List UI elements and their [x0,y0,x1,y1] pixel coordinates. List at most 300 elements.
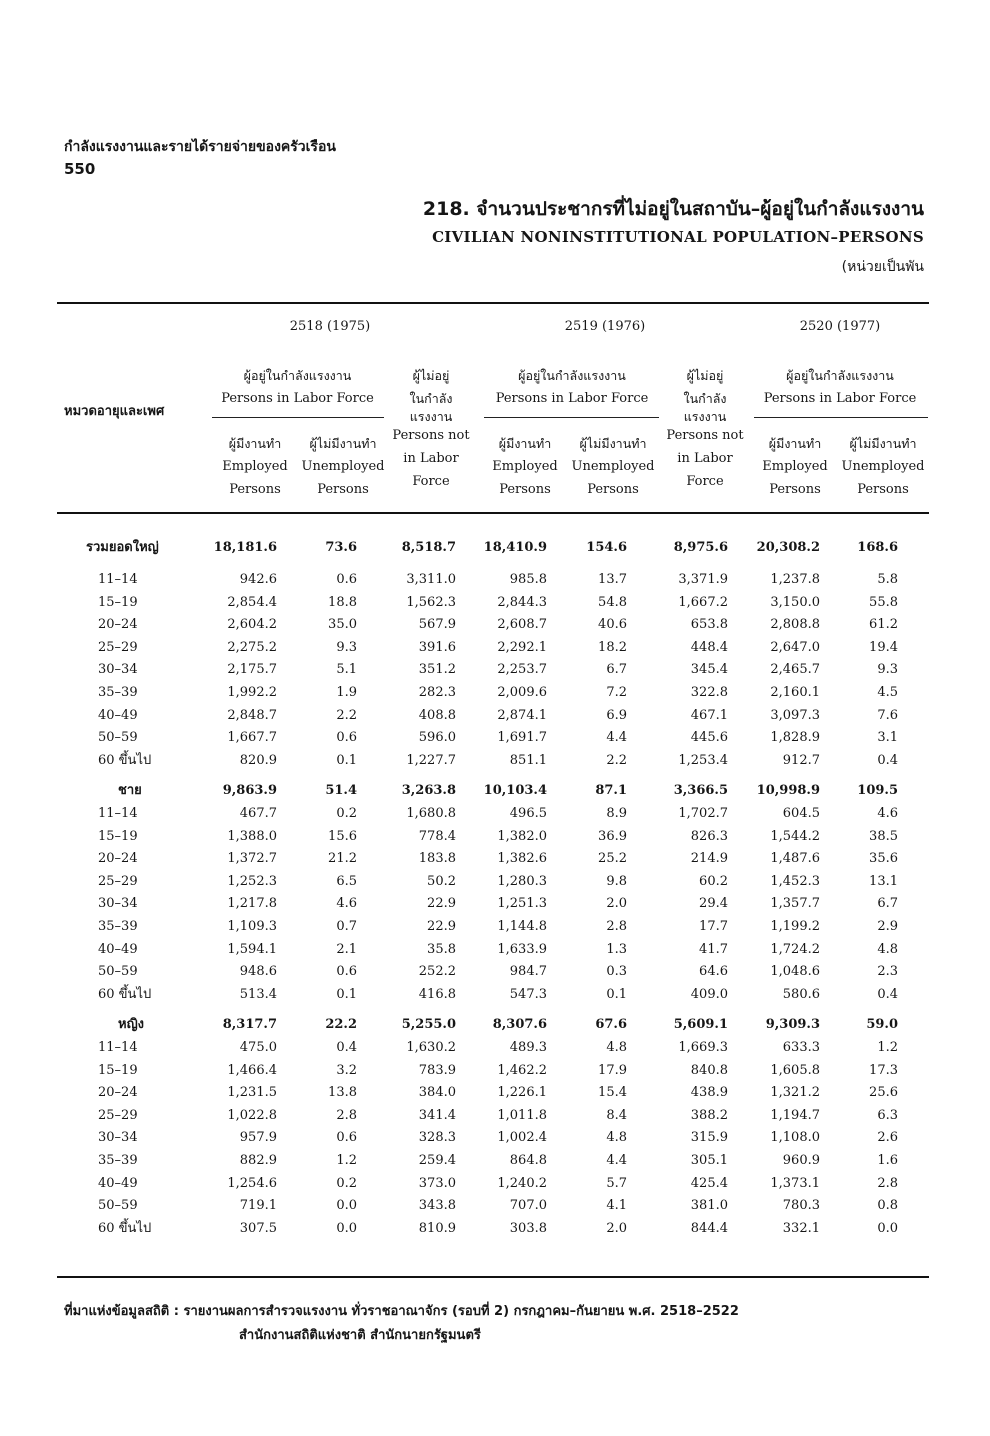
cell-not-in-lf-1975: 351.2 [418,662,456,678]
row-label: 25–29 [98,639,138,655]
cell-unemployed-1977: 0.4 [877,752,898,768]
cell-unemployed-1975: 0.6 [336,964,357,980]
cell-not-in-lf-1975: 343.8 [418,1198,456,1214]
cell-employed-1975: 2,854.4 [227,594,277,610]
table-row [0,915,990,939]
row-label: 11–14 [98,806,138,821]
cell-employed-1975: 2,604.2 [227,617,277,633]
table-row [0,1126,990,1150]
cell-employed-1976: 984.7 [509,964,547,980]
row-label: 25–29 [98,1107,138,1123]
cell-unemployed-1977: 2.6 [877,1130,898,1146]
unemployed-english-2: Persons [317,482,369,497]
cell-unemployed-1976: 25.2 [598,851,627,867]
cell-not-in-lf-1976: 3,371.9 [678,572,728,587]
cell-unemployed-1975: 9.3 [336,639,357,655]
table-row [0,1149,990,1173]
cell-unemployed-1977: 38.5 [869,828,898,844]
cell-employed-1975: 957.9 [239,1130,277,1146]
cell-unemployed-1977: 2.3 [877,964,898,980]
cell-not-in-lf-1975: 328.3 [418,1130,456,1146]
cell-not-in-lf-1976: 305.1 [690,1153,728,1168]
cell-employed-1976: 2,253.7 [497,662,547,678]
cell-employed-1977: 604.5 [782,806,820,821]
cell-employed-1975: 1,388.0 [227,828,277,844]
cell-employed-1975: 948.6 [239,964,277,980]
cell-unemployed-1976: 2.0 [606,1220,627,1236]
cell-unemployed-1976: 4.4 [606,730,627,746]
unemployed-thai: ผู้ไม่มีงานทำ [309,436,377,451]
cell-unemployed-1976: 15.4 [598,1085,627,1101]
employed-thai: ผู้มีงานทำ [228,436,282,451]
row-label: หญิง [118,1017,144,1033]
cell-unemployed-1975: 51.4 [325,783,357,799]
cell-unemployed-1975: 2.8 [336,1107,357,1123]
cell-employed-1977: 9,309.3 [765,1017,820,1033]
in-lf-thai: ผู้อยู่ในกำลังแรงงาน [243,368,352,383]
cell-employed-1977: 332.1 [782,1220,820,1236]
cell-employed-1976: 18,410.9 [483,540,547,555]
cell-employed-1975: 1,252.3 [227,873,277,889]
cell-not-in-lf-1975: 1,630.2 [406,1040,456,1055]
cell-not-in-lf-1976: 41.7 [699,941,728,957]
table-row [0,847,990,871]
year-header-1975: 2518 (1975) [289,319,371,334]
employed-english-1: Employed [222,459,288,474]
cell-not-in-lf-1976: 653.8 [690,617,728,633]
unemployed-thai: ผู้ไม่มีงานทำ [579,436,647,451]
cell-not-in-lf-1975: 35.8 [427,941,456,957]
row-label: 11–14 [98,572,138,587]
cell-not-in-lf-1975: 810.9 [418,1220,456,1236]
cell-unemployed-1975: 15.6 [328,828,357,844]
table-row [0,1081,990,1105]
not-in-lf-thai-1: ผู้ไม่อยู่ [686,368,724,383]
row-label: 30–34 [98,662,138,678]
row-label: 20–24 [98,617,138,633]
cell-employed-1977: 2,647.0 [770,639,820,655]
cell-employed-1976: 1,462.2 [497,1062,547,1078]
in-lf-english: Persons in Labor Force [221,391,374,406]
cell-employed-1975: 1,109.3 [227,919,277,934]
year-header-1976: 2519 (1976) [564,319,646,334]
not-in-lf-english-1: Persons not [392,428,470,443]
cell-not-in-lf-1975: 783.9 [418,1062,456,1078]
table-row [0,749,990,773]
row-label: 25–29 [98,873,138,889]
table-row [0,613,990,637]
cell-not-in-lf-1975: 567.9 [418,617,456,633]
cell-employed-1976: 547.3 [509,986,547,1002]
source-line-1: ที่มาแห่งข้อมูลสถิติ : รายงานผลการสำรวจแรงงาน ทั่วราชอาณาจักร (รอบที่ 2) กรกฎาคม–กันยายน พ.ศ. 2518–2522 [64,1304,739,1319]
row-label: 40–49 [98,941,138,957]
cell-employed-1977: 1,237.8 [770,572,820,587]
cell-not-in-lf-1976: 322.8 [690,685,728,700]
not-in-lf-english-2: in Labor [677,451,733,466]
cell-employed-1975: 820.9 [239,752,277,768]
table-row [0,870,990,894]
cell-not-in-lf-1975: 183.8 [418,851,456,867]
cell-unemployed-1975: 18.8 [328,594,357,610]
row-label: 60 ขึ้นไป [98,986,152,1002]
cell-unemployed-1975: 73.6 [325,540,357,555]
unemployed-english-2: Persons [857,482,909,497]
running-header: กำลังแรงงานและรายได้รายจ่ายของครัวเรือน [64,139,336,155]
cell-not-in-lf-1976: 844.4 [690,1220,728,1236]
cell-employed-1977: 1,108.0 [770,1130,820,1146]
cell-employed-1977: 1,048.6 [770,964,820,980]
row-label: 20–24 [98,1085,138,1101]
source-note [64,1300,739,1348]
unit-note: (หน่วยเป็นพัน [841,259,924,275]
cell-unemployed-1976: 54.8 [598,594,627,610]
cell-unemployed-1977: 109.5 [857,783,898,799]
table-row [0,1172,990,1196]
cell-not-in-lf-1976: 388.2 [690,1107,728,1123]
cell-not-in-lf-1975: 1,562.3 [406,594,456,610]
cell-employed-1976: 2,874.1 [497,707,547,723]
cell-unemployed-1975: 1.9 [336,685,357,700]
employed-english-2: Persons [499,482,551,497]
cell-employed-1977: 1,828.9 [770,730,820,746]
row-label: 50–59 [98,1198,138,1214]
cell-employed-1975: 2,175.7 [227,662,277,678]
cell-not-in-lf-1975: 778.4 [418,828,456,844]
cell-unemployed-1976: 36.9 [598,828,627,844]
cell-not-in-lf-1976: 445.6 [690,730,728,746]
cell-unemployed-1976: 1.3 [606,941,627,957]
table-row [0,568,990,592]
not-in-lf-english-3: Force [412,474,450,489]
cell-unemployed-1976: 2.0 [606,896,627,912]
cell-not-in-lf-1976: 438.9 [690,1085,728,1101]
cell-not-in-lf-1976: 17.7 [699,919,728,934]
cell-unemployed-1975: 0.6 [336,572,357,587]
cell-employed-1975: 942.6 [239,572,277,587]
cell-employed-1976: 985.8 [509,572,547,587]
not-in-lf-thai-3: แรงงาน [409,409,453,424]
cell-unemployed-1977: 0.4 [877,986,898,1002]
row-label: รวมยอดใหญ่ [86,540,159,555]
cell-unemployed-1975: 22.2 [325,1017,357,1033]
cell-unemployed-1976: 4.1 [606,1198,627,1214]
cell-unemployed-1977: 3.1 [877,730,898,746]
table-row-summary [0,536,990,560]
cell-unemployed-1976: 67.6 [595,1017,627,1033]
employed-english-1: Employed [762,459,828,474]
cell-not-in-lf-1975: 408.8 [418,707,456,723]
cell-unemployed-1976: 154.6 [586,540,627,555]
cell-not-in-lf-1976: 381.0 [690,1198,728,1214]
row-label: 50–59 [98,730,138,746]
row-label: 40–49 [98,1175,138,1191]
cell-unemployed-1977: 59.0 [866,1017,898,1033]
cell-employed-1976: 10,103.4 [483,783,547,799]
cell-employed-1977: 1,487.6 [770,851,820,867]
cell-unemployed-1976: 87.1 [595,783,627,799]
cell-unemployed-1975: 6.5 [336,873,357,889]
cell-unemployed-1975: 2.1 [336,941,357,957]
employed-english-2: Persons [769,482,821,497]
cell-employed-1975: 2,848.7 [227,707,277,723]
source-line-2: สำนักงานสถิติแห่งชาติ สำนักนายกรัฐมนตรี [239,1328,481,1343]
cell-employed-1977: 2,808.8 [770,617,820,633]
cell-employed-1976: 496.5 [509,806,547,821]
cell-employed-1975: 307.5 [239,1220,277,1236]
row-label: 20–24 [98,851,138,867]
cell-unemployed-1976: 5.7 [606,1175,627,1191]
cell-unemployed-1977: 1.2 [877,1040,898,1055]
cell-unemployed-1977: 19.4 [869,639,898,655]
cell-unemployed-1976: 0.1 [606,986,627,1002]
unemployed-english-1: Unemployed [301,459,385,474]
cell-not-in-lf-1975: 1,680.8 [406,806,456,821]
cell-employed-1977: 1,724.2 [770,941,820,957]
cell-employed-1976: 1,382.0 [497,828,547,844]
table-row [0,802,990,826]
cell-unemployed-1976: 4.4 [606,1153,627,1168]
cell-unemployed-1975: 13.8 [328,1085,357,1101]
unemployed-thai: ผู้ไม่มีงานทำ [849,436,917,451]
cell-not-in-lf-1975: 384.0 [418,1085,456,1101]
cell-unemployed-1977: 17.3 [869,1062,898,1078]
cell-employed-1975: 1,594.1 [227,941,277,957]
cell-employed-1976: 851.1 [509,752,547,768]
cell-employed-1975: 1,667.7 [227,730,277,746]
cell-employed-1976: 2,009.6 [497,685,547,700]
not-in-lf-english-1: Persons not [666,428,744,443]
cell-unemployed-1976: 9.8 [606,873,627,889]
cell-not-in-lf-1976: 315.9 [690,1130,728,1146]
in-lf-english: Persons in Labor Force [763,391,917,406]
cell-unemployed-1977: 7.6 [877,707,898,723]
employed-thai: ผู้มีงานทำ [498,436,552,451]
cell-employed-1975: 513.4 [239,986,277,1002]
row-label: 11–14 [98,1040,138,1055]
cell-not-in-lf-1976: 840.8 [690,1062,728,1078]
cell-employed-1977: 3,097.3 [770,707,820,723]
cell-employed-1975: 18,181.6 [213,540,277,555]
cell-unemployed-1976: 40.6 [598,617,627,633]
cell-employed-1976: 1,280.3 [497,873,547,889]
table-row [0,658,990,682]
not-in-lf-thai-2: ในกำลัง [683,391,727,406]
unemployed-english-2: Persons [587,482,639,497]
cell-unemployed-1975: 35.0 [328,617,357,633]
not-in-lf-english-3: Force [686,474,724,489]
cell-unemployed-1976: 4.8 [606,1040,627,1055]
cell-not-in-lf-1975: 252.2 [418,964,456,980]
cell-employed-1976: 2,844.3 [497,594,547,610]
cell-unemployed-1976: 18.2 [598,639,627,655]
cell-unemployed-1975: 0.1 [336,752,357,768]
cell-unemployed-1977: 4.5 [877,685,898,700]
table-row [0,591,990,615]
cell-not-in-lf-1975: 22.9 [427,919,456,934]
cell-employed-1977: 780.3 [782,1198,820,1214]
cell-not-in-lf-1976: 1,702.7 [678,806,728,821]
cell-employed-1976: 707.0 [509,1198,547,1214]
cell-unemployed-1975: 0.0 [336,1220,357,1236]
cell-unemployed-1975: 21.2 [328,851,357,867]
cell-unemployed-1977: 4.8 [877,941,898,957]
cell-not-in-lf-1975: 259.4 [418,1153,456,1168]
stub-header: หมวดอายุและเพศ [64,404,165,419]
cell-not-in-lf-1975: 282.3 [418,685,456,700]
cell-not-in-lf-1976: 60.2 [699,873,728,889]
in-lf-english: Persons in Labor Force [495,391,649,406]
table-row [0,983,990,1007]
cell-unemployed-1975: 2.2 [336,707,357,723]
cell-employed-1975: 467.7 [239,806,277,821]
cell-employed-1977: 1,452.3 [770,873,820,889]
cell-employed-1976: 1,633.9 [497,941,547,957]
table-row [0,704,990,728]
cell-not-in-lf-1975: 8,518.7 [401,540,456,555]
cell-not-in-lf-1975: 50.2 [427,873,456,889]
table-row [0,892,990,916]
row-label: 35–39 [98,685,138,700]
cell-not-in-lf-1976: 29.4 [699,896,728,912]
cell-unemployed-1975: 0.2 [336,806,357,821]
page-number: 550 [64,160,96,178]
cell-employed-1977: 20,308.2 [756,540,820,555]
table-row [0,960,990,984]
cell-unemployed-1975: 1.2 [336,1153,357,1168]
cell-employed-1975: 475.0 [239,1040,277,1055]
cell-not-in-lf-1976: 3,366.5 [673,783,728,799]
cell-unemployed-1975: 0.2 [336,1175,357,1191]
cell-employed-1977: 912.7 [782,752,820,768]
cell-not-in-lf-1976: 425.4 [690,1175,728,1191]
cell-employed-1977: 960.9 [782,1153,820,1168]
cell-not-in-lf-1975: 391.6 [418,639,456,655]
cell-employed-1977: 1,357.7 [770,896,820,912]
cell-not-in-lf-1976: 1,667.2 [678,594,728,610]
in-lf-thai: ผู้อยู่ในกำลังแรงงาน [518,368,626,383]
cell-unemployed-1977: 35.6 [869,851,898,867]
table-row [0,1104,990,1128]
cell-unemployed-1976: 6.9 [606,707,627,723]
row-label: ชาย [118,783,142,799]
cell-unemployed-1976: 13.7 [598,572,627,587]
cell-not-in-lf-1975: 373.0 [418,1175,456,1191]
row-label: 60 ขึ้นไป [98,752,152,768]
cell-employed-1975: 1,022.8 [227,1107,277,1123]
cell-unemployed-1977: 0.0 [877,1220,898,1236]
cell-not-in-lf-1975: 22.9 [427,896,456,912]
row-label: 30–34 [98,896,138,912]
cell-unemployed-1976: 8.4 [606,1107,627,1123]
employed-thai: ผู้มีงานทำ [768,436,822,451]
cell-not-in-lf-1975: 596.0 [418,730,456,746]
cell-employed-1976: 303.8 [509,1220,547,1236]
row-label: 50–59 [98,964,138,980]
cell-employed-1976: 1,144.8 [497,919,547,934]
cell-employed-1976: 1,226.1 [497,1085,547,1101]
cell-employed-1975: 9,863.9 [222,783,277,799]
cell-employed-1977: 1,605.8 [770,1062,820,1078]
cell-employed-1976: 489.3 [509,1040,547,1055]
cell-not-in-lf-1975: 416.8 [418,986,456,1002]
table-row [0,1194,990,1218]
cell-unemployed-1976: 2.8 [606,919,627,934]
cell-unemployed-1977: 6.3 [877,1107,898,1123]
cell-not-in-lf-1975: 3,311.0 [406,572,456,587]
table-row [0,1217,990,1241]
row-label: 40–49 [98,707,138,723]
unemployed-english-1: Unemployed [571,459,655,474]
cell-unemployed-1975: 0.1 [336,986,357,1002]
table-row-summary [0,779,990,803]
cell-employed-1977: 1,373.1 [770,1175,820,1191]
cell-not-in-lf-1976: 345.4 [690,662,728,678]
not-in-lf-thai-1: ผู้ไม่อยู่ [412,368,450,383]
employed-english-1: Employed [492,459,558,474]
employed-english-2: Persons [229,482,281,497]
cell-unemployed-1977: 13.1 [869,873,898,889]
cell-employed-1977: 10,998.9 [756,783,820,799]
cell-employed-1975: 1,992.2 [227,685,277,700]
cell-employed-1977: 1,544.2 [770,828,820,844]
cell-employed-1977: 1,199.2 [770,919,820,934]
cell-unemployed-1976: 7.2 [606,685,627,700]
cell-unemployed-1975: 0.4 [336,1040,357,1055]
cell-not-in-lf-1976: 467.1 [690,707,728,723]
not-in-lf-english-2: in Labor [403,451,459,466]
cell-employed-1977: 1,194.7 [770,1107,820,1123]
table-row [0,938,990,962]
cell-employed-1977: 633.3 [782,1040,820,1055]
row-label: 15–19 [98,594,138,610]
cell-employed-1975: 1,254.6 [227,1175,277,1191]
cell-employed-1976: 2,608.7 [497,617,547,633]
cell-unemployed-1975: 0.6 [336,730,357,746]
row-label: 30–34 [98,1130,138,1146]
cell-employed-1975: 1,217.8 [227,896,277,912]
cell-not-in-lf-1975: 3,263.8 [401,783,456,799]
not-in-lf-thai-2: ในกำลัง [409,391,453,406]
cell-unemployed-1977: 55.8 [869,594,898,610]
year-header-1977: 2520 (1977) [799,319,881,334]
row-label: 15–19 [98,1062,138,1078]
unemployed-english-1: Unemployed [841,459,925,474]
cell-unemployed-1976: 17.9 [598,1062,627,1078]
cell-unemployed-1977: 5.8 [877,572,898,587]
cell-employed-1977: 2,160.1 [770,685,820,700]
cell-unemployed-1977: 9.3 [877,662,898,678]
cell-employed-1976: 2,292.1 [497,639,547,655]
cell-unemployed-1977: 1.6 [877,1153,898,1168]
cell-not-in-lf-1976: 448.4 [690,639,728,655]
row-label: 35–39 [98,1153,138,1168]
cell-unemployed-1977: 61.2 [869,617,898,633]
cell-employed-1975: 719.1 [239,1198,277,1214]
cell-employed-1975: 2,275.2 [227,639,277,655]
not-in-lf-thai-3: แรงงาน [683,409,727,424]
cell-not-in-lf-1976: 409.0 [690,986,728,1002]
table-row [0,681,990,705]
cell-employed-1977: 1,321.2 [770,1085,820,1101]
table-title-english: CIVILIAN NONINSTITUTIONAL POPULATION–PERSONS [432,228,924,246]
table-row [0,1036,990,1060]
cell-employed-1976: 1,240.2 [497,1175,547,1191]
cell-not-in-lf-1976: 1,253.4 [678,752,728,768]
table-row [0,825,990,849]
table-row [0,726,990,750]
cell-unemployed-1977: 2.8 [877,1175,898,1191]
cell-unemployed-1975: 3.2 [336,1062,357,1078]
